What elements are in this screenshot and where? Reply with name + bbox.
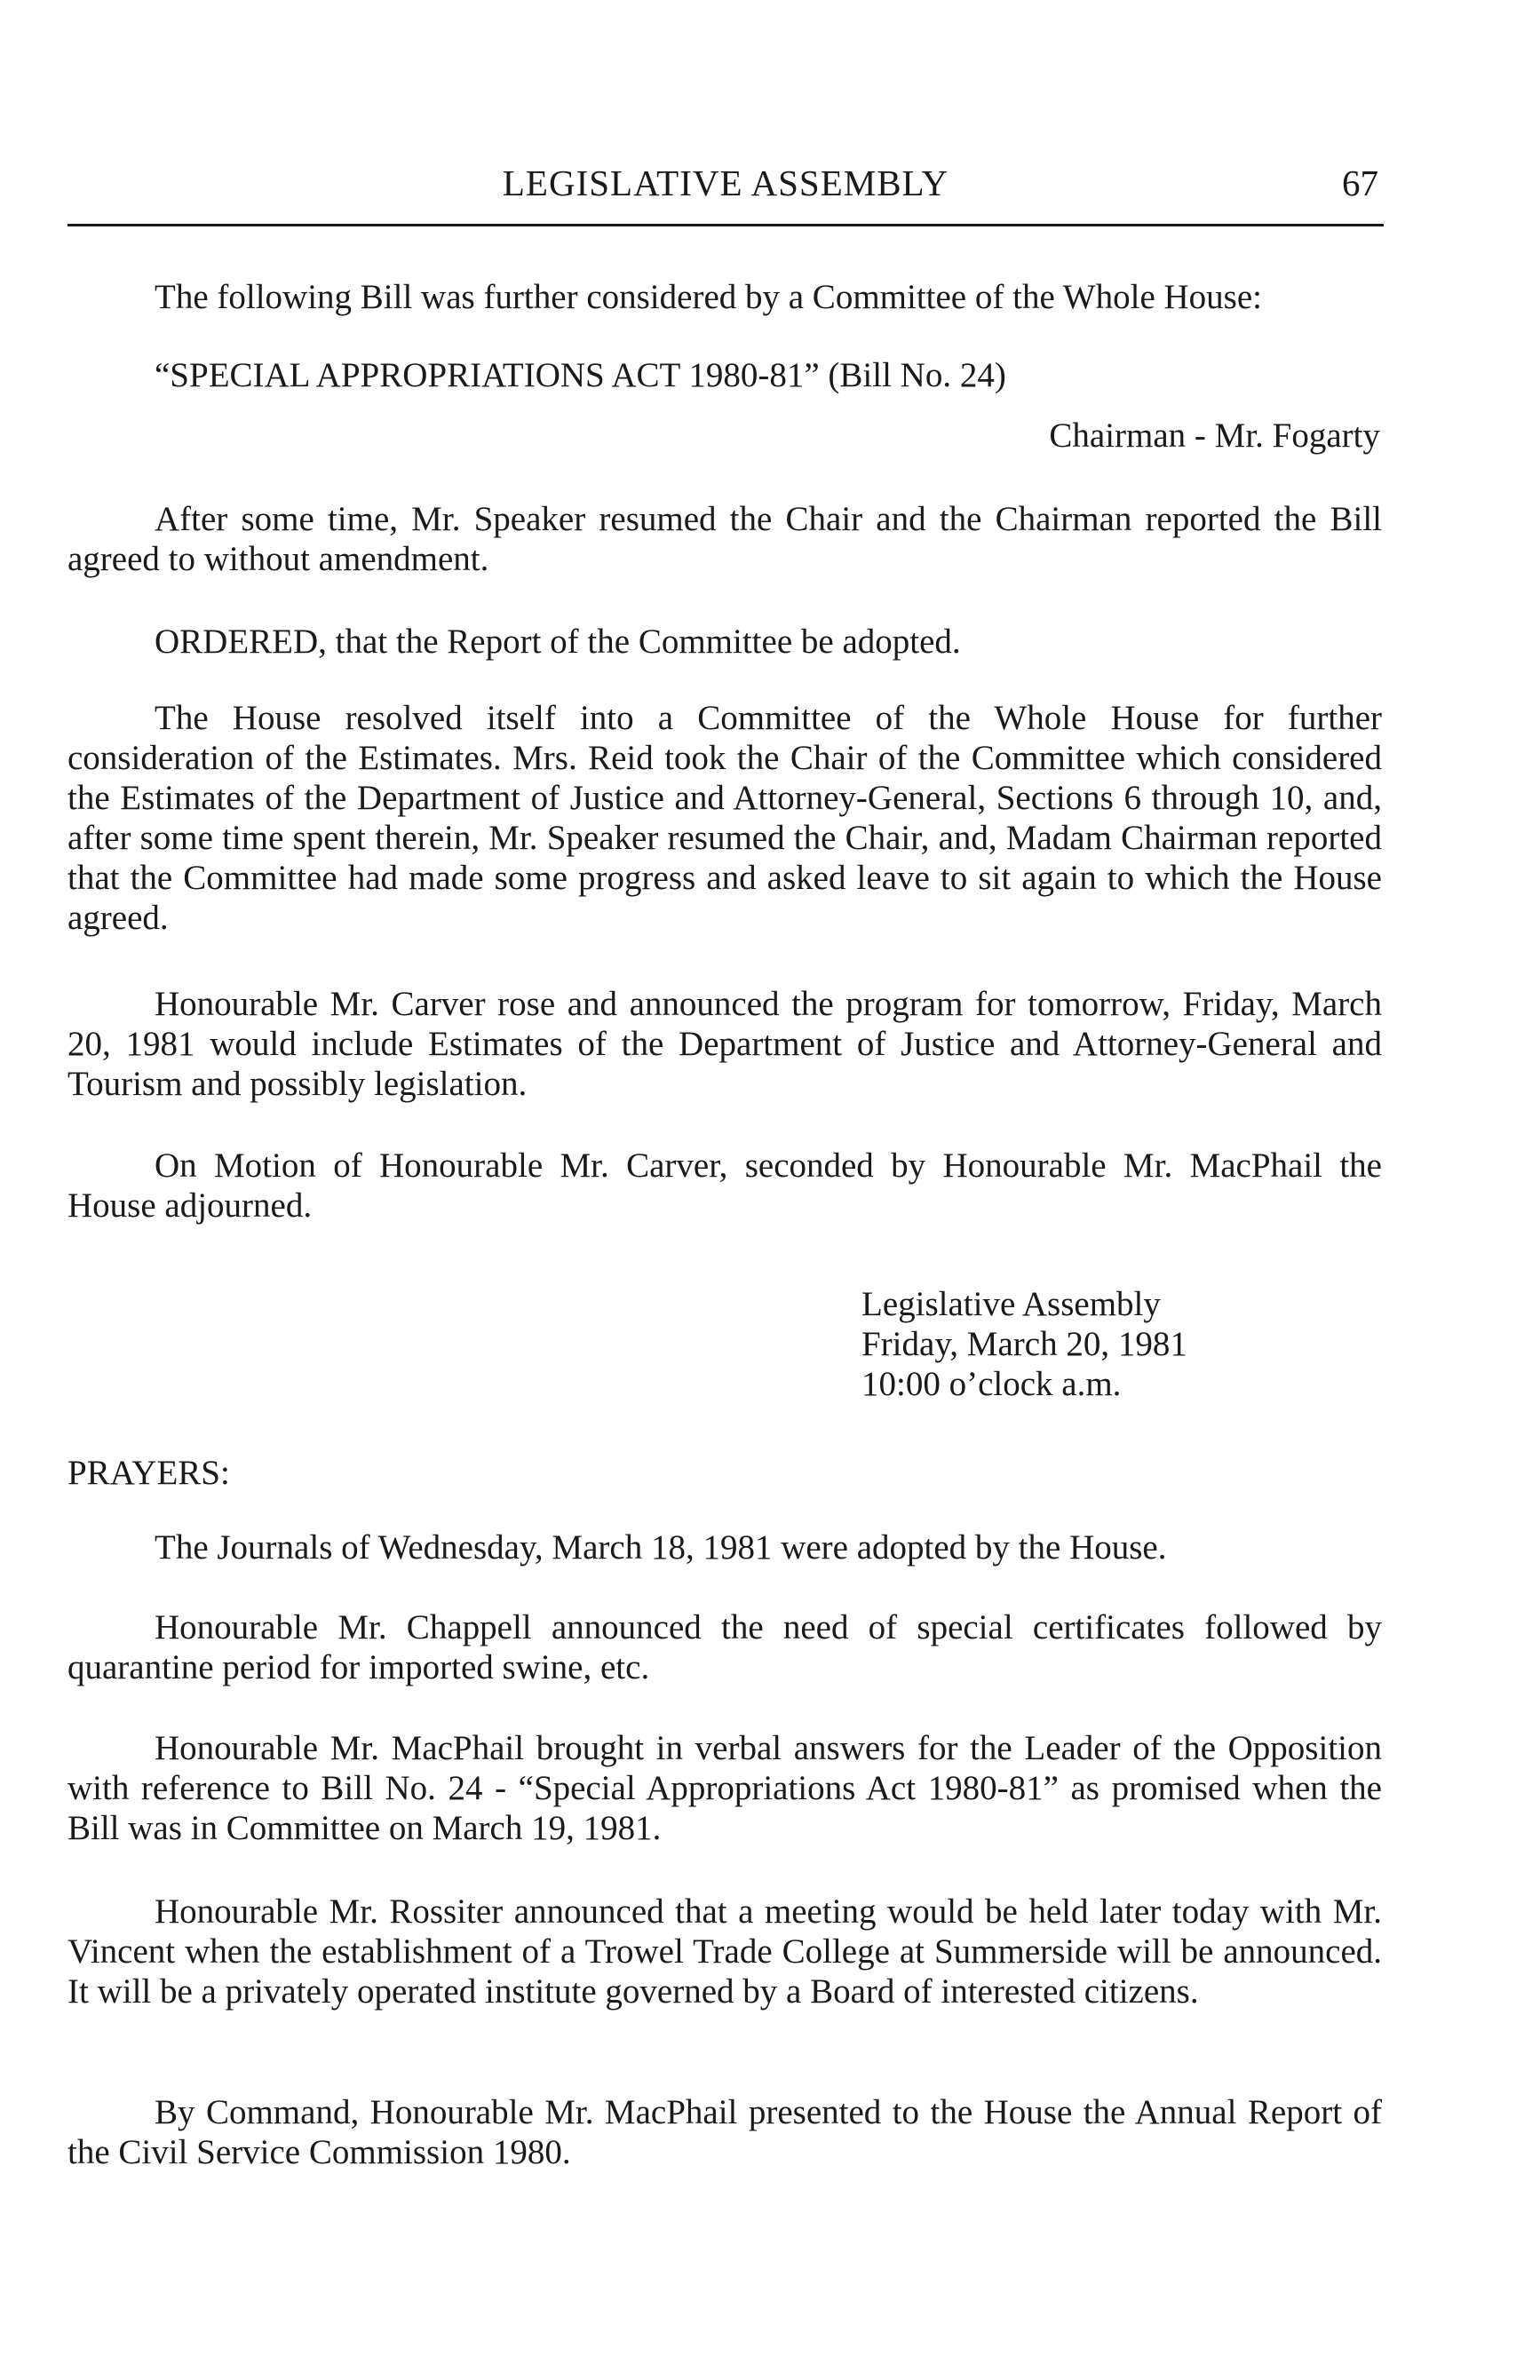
paragraph-bill-considered: The following Bill was further considered by a Committee of the Whole House: — [155, 278, 1262, 316]
sitting-time: 10:00 o’clock a.m. — [861, 1365, 1122, 1403]
page-title: LEGISLATIVE ASSEMBLY — [502, 163, 949, 203]
sitting-assembly: Legislative Assembly — [861, 1285, 1161, 1323]
page-header — [67, 158, 1384, 226]
paragraph-speaker-resumed: After some time, Mr. Speaker resumed the Chair and the Chairman reported the Bill agreed to without amendment. — [67, 500, 1382, 578]
paragraph-journals-adopted: The Journals of Wednesday, March 18, 1981 were adopted by the House. — [155, 1528, 1167, 1567]
paragraph-program-announcement: Honourable Mr. Carver rose and announced the program for tomorrow, Friday, March 20, 1981 would include Estimates of the Department of Justice and Attorney-General and Tourism and possibly legislation. — [67, 985, 1382, 1103]
bill-title: “SPECIAL APPROPRIATIONS ACT 1980-81” (Bill No. 24) — [155, 356, 1006, 394]
paragraph-adjournment: On Motion of Honourable Mr. Carver, seconded by Honourable Mr. MacPhail the House adjourned. — [67, 1146, 1382, 1225]
paragraph-civil-service-report: By Command, Honourable Mr. MacPhail presented to the House the Annual Report of the Civil Service Commission 1980. — [67, 2093, 1382, 2171]
page-number: 67 — [1342, 163, 1378, 203]
prayers-heading: PRAYERS: — [67, 1454, 230, 1492]
paragraph-macphail-answers: Honourable Mr. MacPhail brought in verbal answers for the Leader of the Opposition with reference to Bill No. 24 - “Special Appropriations Act 1980-81” as promised when the Bill was in Committee on March 19, 1981. — [67, 1729, 1382, 1847]
paragraph-chappell: Honourable Mr. Chappell announced the need of special certificates followed by quarantine period for imported swine, etc. — [67, 1608, 1382, 1686]
committee-chairman: Chairman - Mr. Fogarty — [1049, 416, 1380, 455]
sitting-date: Friday, March 20, 1981 — [861, 1325, 1187, 1363]
paragraph-ordered: ORDERED, that the Report of the Committee be adopted. — [155, 623, 961, 661]
paragraph-estimates-committee: The House resolved itself into a Committee of the Whole House for further consideration of the Estimates. Mrs. Reid took the Chair of the Committee which considered the Estimates of the Department of Justice and Attorney-General, Sections 6 through 10, and, after some time spent therein, Mr. Speaker resumed the Chair, and, Madam Chairman reported that the Committee had made some progress and asked leave to sit again to which the House agreed. — [67, 699, 1382, 937]
paragraph-rossiter: Honourable Mr. Rossiter announced that a meeting would be held later today with Mr. Vincent when the establishment of a Trowel Trade College at Summerside will be announced. It will be a privately operated institute governed by a Board of interested citizens. — [67, 1892, 1382, 2011]
sitting-heading — [861, 1284, 1359, 1404]
